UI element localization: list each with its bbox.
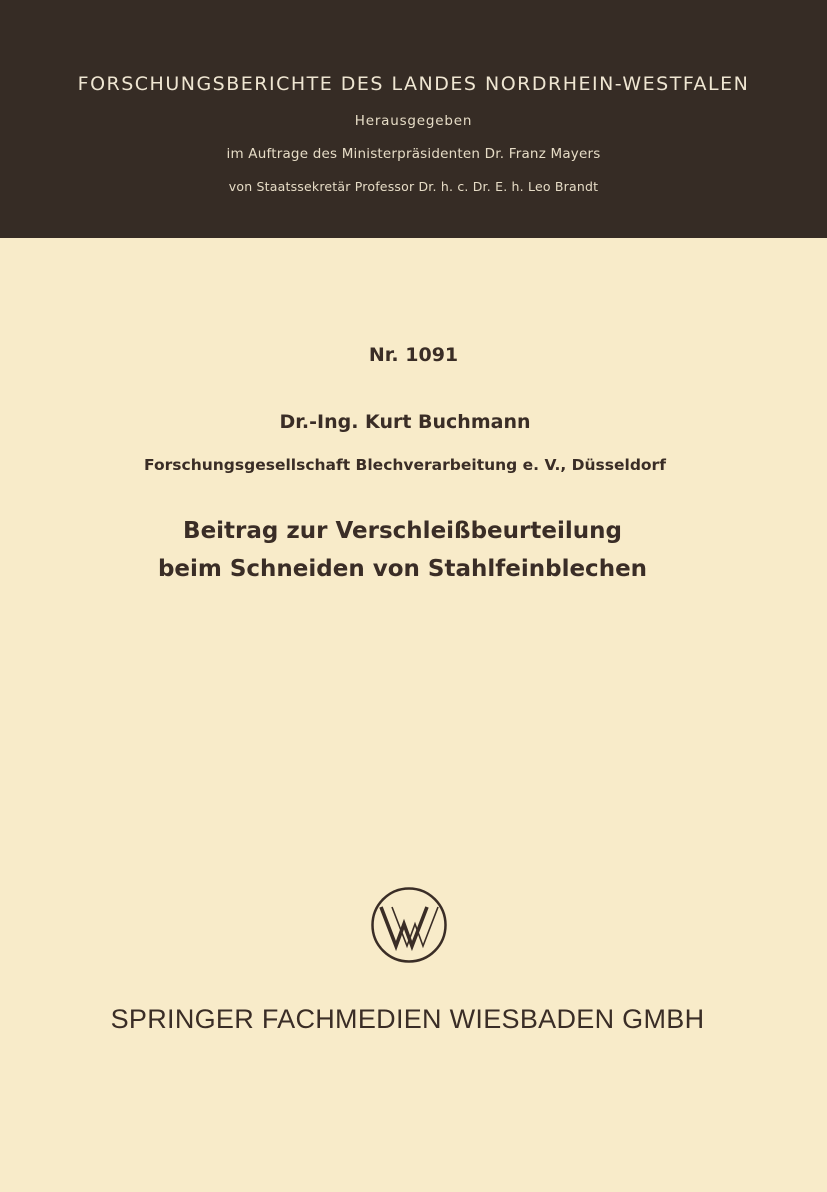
series-title: FORSCHUNGSBERICHTE DES LANDES NORDRHEIN-WESTFALEN	[77, 73, 750, 95]
author-name: Dr.-Ing. Kurt Buchmann	[279, 411, 531, 433]
report-number: Nr. 1091	[368, 344, 459, 366]
book-title-line-1: Beitrag zur Verschleißbeurteilung	[183, 518, 622, 544]
header-band	[0, 0, 827, 238]
editor-line-1: Herausgegeben	[354, 113, 473, 129]
publisher-name: SPRINGER FACHMEDIEN WIESBADEN GMBH	[110, 1004, 705, 1034]
ww-monogram-logo	[370, 886, 448, 964]
book-title-line-2: beim Schneiden von Stahlfeinblechen	[157, 556, 648, 582]
author-affiliation: Forschungsgesellschaft Blechverarbeitung e. V., Düsseldorf	[144, 456, 666, 474]
editor-line-3: von Staatssekretär Professor Dr. h. c. Dr. E. h. Leo Brandt	[228, 179, 599, 194]
editor-line-2: im Auftrage des Ministerpräsidenten Dr. Franz Mayers	[226, 146, 601, 162]
